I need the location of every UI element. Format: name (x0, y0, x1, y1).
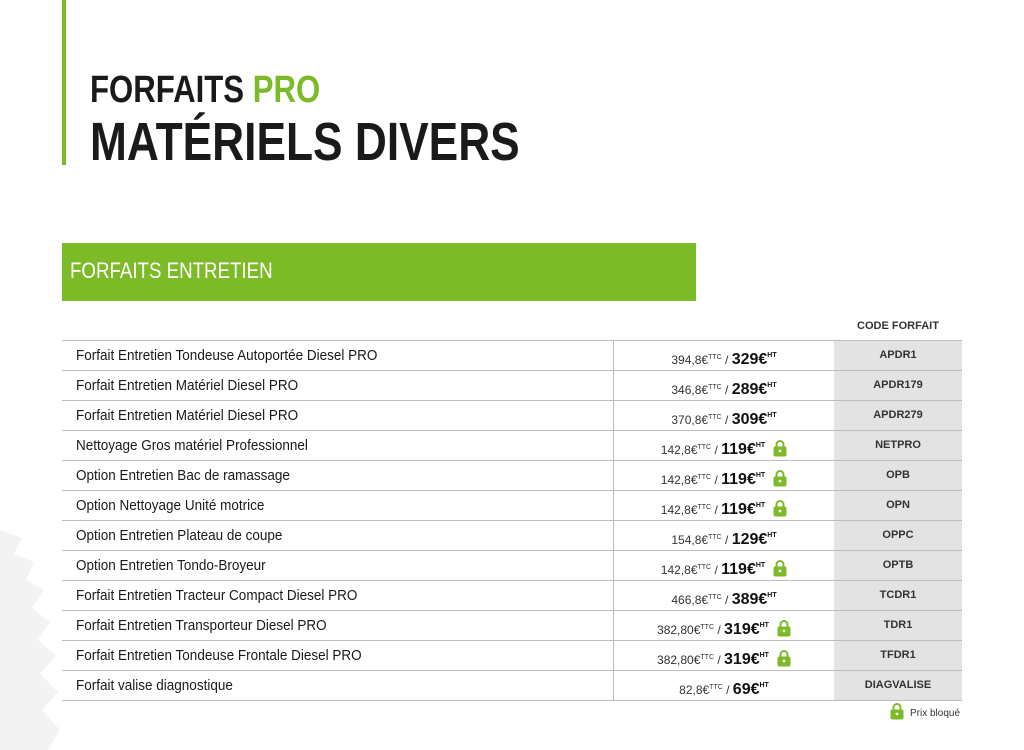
lock-icon (773, 559, 787, 577)
price-ht: 309€$^{HT}$ (731, 411, 777, 428)
price-separator: / (721, 413, 732, 427)
price-separator: / (711, 443, 722, 457)
price-ttc: 346,8€$^{TTC}$ (671, 383, 722, 397)
row-price-cell (614, 641, 834, 670)
row-code: TDR1 (834, 611, 962, 640)
ht-marker: HT (755, 442, 766, 449)
legend-label: Prix bloqué (910, 708, 961, 719)
row-price-cell (614, 431, 834, 460)
ht-marker: HT (759, 622, 769, 629)
price-separator: / (711, 473, 722, 487)
row-label-cell (62, 401, 614, 430)
price-ht: 119€$^{HT}$ (721, 441, 766, 458)
table-row (62, 340, 962, 371)
ttc-marker: TTC (700, 624, 715, 631)
ht-marker: HT (755, 502, 766, 509)
row-price-cell (614, 461, 834, 490)
row-label-cell (62, 641, 614, 670)
ttc-marker: TTC (697, 564, 712, 571)
row-code: OPB (834, 461, 962, 490)
ttc-marker: TTC (697, 444, 712, 451)
row-code: DIAGVALISE (834, 671, 962, 700)
table-row (62, 371, 962, 401)
lock-icon (777, 619, 791, 637)
row-label-cell (62, 611, 614, 640)
row-label: Forfait Entretien Tondeuse Frontale Diesel PRO (76, 647, 362, 664)
lock-icon (773, 469, 787, 487)
ttc-marker: TTC (697, 474, 712, 481)
row-label: Forfait Entretien Tracteur Compact Diesel PRO (76, 587, 358, 604)
price-ttc: 142,8€$^{TTC}$ (660, 443, 712, 457)
price-ht: 129€$^{HT}$ (731, 531, 777, 548)
row-label: Forfait valise diagnostique (76, 677, 233, 694)
section-title: FORFAITS ENTRETIEN (70, 258, 273, 283)
row-label: Option Entretien Tondo-Broyeur (76, 557, 266, 574)
price-ttc: 382,80€$^{TTC}$ (657, 623, 715, 637)
row-label: Option Nettoyage Unité motrice (76, 497, 265, 514)
row-code: OPPC (834, 521, 962, 550)
price-ttc: 142,8€$^{TTC}$ (660, 563, 712, 577)
row-price-cell (614, 521, 834, 550)
price-ht: 389€$^{HT}$ (731, 591, 777, 608)
row-price-cell (614, 671, 834, 700)
lock-icon (773, 439, 787, 457)
lock-icon (890, 702, 904, 720)
row-code: OPN (834, 491, 962, 520)
table-row (62, 431, 962, 461)
ttc-marker: TTC (709, 684, 723, 691)
title-accent-bar (62, 0, 66, 165)
row-code: NETPRO (834, 431, 962, 460)
row-label-cell (62, 671, 614, 700)
price-ht: 69€$^{HT}$ (732, 681, 769, 698)
ttc-marker: TTC (708, 594, 722, 601)
row-code: APDR179 (834, 371, 962, 400)
row-label-cell (62, 581, 614, 610)
ht-marker: HT (755, 562, 766, 569)
lock-icon (777, 649, 791, 667)
table-row (62, 611, 962, 641)
row-label: Forfait Entretien Matériel Diesel PRO (76, 377, 299, 394)
row-code: TCDR1 (834, 581, 962, 610)
code-column-header: CODE FORFAIT (857, 320, 939, 332)
row-price-cell (614, 401, 834, 430)
price-ttc: 82,8€$^{TTC}$ (679, 683, 723, 697)
row-label-cell (62, 521, 614, 550)
ttc-marker: TTC (708, 354, 722, 361)
ht-marker: HT (767, 592, 777, 599)
price-ttc: 394,8€$^{TTC}$ (671, 353, 722, 367)
row-label-cell (62, 551, 614, 580)
price-separator: / (714, 623, 725, 637)
row-price-cell (614, 581, 834, 610)
row-label: Option Entretien Bac de ramassage (76, 467, 290, 484)
row-price-cell (614, 491, 834, 520)
row-label: Option Entretien Plateau de coupe (76, 527, 283, 544)
price-ht: 319€$^{HT}$ (724, 651, 769, 668)
price-ttc: 142,8€$^{TTC}$ (660, 503, 712, 517)
row-code: APDR1 (834, 341, 962, 370)
legend (890, 702, 960, 721)
row-label: Forfait Entretien Tondeuse Autoportée Diesel PRO (76, 347, 378, 364)
row-label: Forfait Entretien Matériel Diesel PRO (76, 407, 299, 424)
price-ht: 119€$^{HT}$ (721, 561, 766, 578)
row-code: APDR279 (834, 401, 962, 430)
price-ttc: 382,80€$^{TTC}$ (657, 653, 715, 667)
table-row (62, 491, 962, 521)
ht-marker: HT (767, 382, 777, 389)
lock-icon (773, 499, 787, 517)
price-ttc: 154,8€$^{TTC}$ (671, 533, 722, 547)
ttc-marker: TTC (708, 534, 722, 541)
page-title: MATÉRIELS DIVERS (90, 112, 520, 172)
row-code: TFDR1 (834, 641, 962, 670)
price-ttc: 142,8€$^{TTC}$ (660, 473, 712, 487)
table-row (62, 461, 962, 491)
table-row (62, 581, 962, 611)
row-label-cell (62, 371, 614, 400)
price-separator: / (721, 533, 732, 547)
ht-marker: HT (767, 412, 777, 419)
row-code: OPTB (834, 551, 962, 580)
ht-marker: HT (759, 682, 769, 689)
ht-marker: HT (767, 532, 777, 539)
table-row (62, 521, 962, 551)
decorative-background-shape (0, 510, 70, 750)
price-ht: 329€$^{HT}$ (731, 351, 777, 368)
row-label-cell (62, 461, 614, 490)
row-label: Nettoyage Gros matériel Professionnel (76, 437, 308, 454)
price-ttc: 466,8€$^{TTC}$ (671, 593, 722, 607)
price-separator: / (721, 593, 732, 607)
price-separator: / (721, 353, 732, 367)
ht-marker: HT (767, 352, 777, 359)
page-title-prefix: FORFAITS PRO (90, 69, 321, 111)
row-label-cell (62, 341, 614, 370)
row-price-cell (614, 371, 834, 400)
price-ht: 119€$^{HT}$ (721, 471, 766, 488)
table-row (62, 551, 962, 581)
price-ht: 289€$^{HT}$ (731, 381, 777, 398)
row-price-cell (614, 551, 834, 580)
row-price-cell (614, 341, 834, 370)
page-title-highlight: PRO (252, 69, 321, 111)
row-price-cell (614, 611, 834, 640)
price-separator: / (721, 383, 732, 397)
ht-marker: HT (755, 472, 766, 479)
ttc-marker: TTC (700, 654, 715, 661)
price-ht: 319€$^{HT}$ (724, 621, 769, 638)
section-banner (62, 243, 696, 301)
ttc-marker: TTC (697, 504, 712, 511)
price-ttc: 370,8€$^{TTC}$ (671, 413, 722, 427)
table-row (62, 401, 962, 431)
row-label: Forfait Entretien Transporteur Diesel PRO (76, 617, 327, 634)
price-separator: / (711, 503, 722, 517)
row-label-cell (62, 431, 614, 460)
ht-marker: HT (759, 652, 769, 659)
table-row (62, 641, 962, 671)
price-table (62, 340, 962, 701)
price-separator: / (711, 563, 722, 577)
row-label-cell (62, 491, 614, 520)
ttc-marker: TTC (708, 414, 722, 421)
ttc-marker: TTC (708, 384, 722, 391)
price-separator: / (714, 653, 725, 667)
table-row (62, 671, 962, 701)
price-separator: / (722, 683, 733, 697)
price-ht: 119€$^{HT}$ (721, 501, 766, 518)
